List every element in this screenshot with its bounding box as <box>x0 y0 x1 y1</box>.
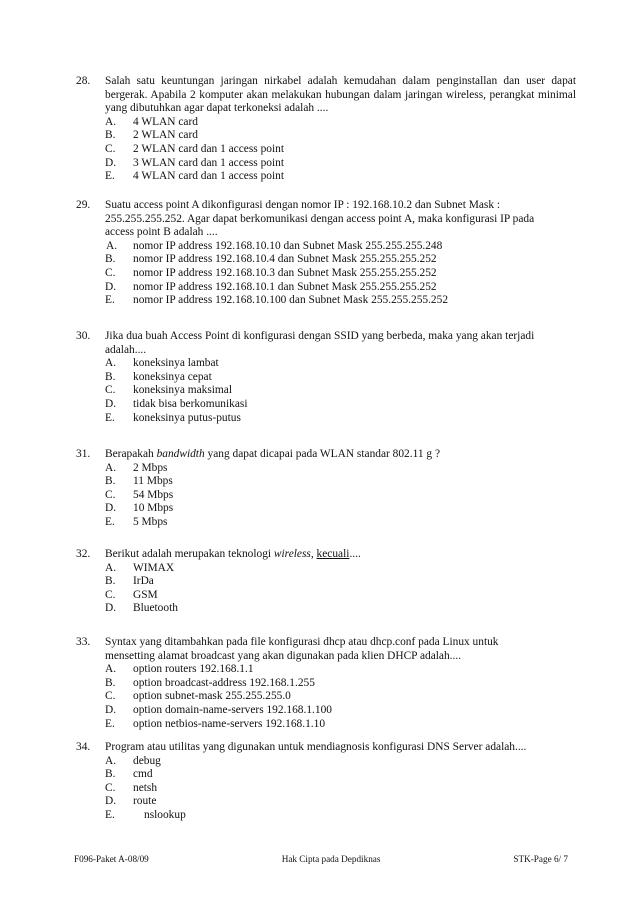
option-letter: B. <box>105 253 116 266</box>
option-d <box>105 157 576 171</box>
option-text: 10 Mbps <box>133 502 174 515</box>
stem-text: Berikut adalah merupakan teknologi <box>105 548 274 560</box>
option-text: GSM <box>133 588 158 601</box>
option-b <box>105 129 576 143</box>
option-letter: C. <box>105 142 116 155</box>
option-c <box>105 384 576 398</box>
option-text: 4 WLAN card <box>133 115 198 128</box>
question-stem: Program atau utilitas yang digunakan untuk mendiagnosis konfigurasi DNS Server adalah.... <box>105 741 527 753</box>
option-e <box>105 170 576 184</box>
option-letter: E. <box>105 170 115 183</box>
option-letter: A. <box>105 663 117 676</box>
option-text: nomor IP address 192.168.10.100 dan Subnet Mask 255.255.255.252 <box>133 294 449 307</box>
question-stem-line: Suatu access point A dikonfigurasi dengan nomor IP : 192.168.10.2 dan Subnet Mask : <box>105 199 501 211</box>
option-text: option broadcast-address 192.168.1.255 <box>133 676 315 689</box>
option-text: 2 WLAN card <box>133 129 198 142</box>
question-number: 34. <box>76 741 91 753</box>
option-text: option domain-name-servers 192.168.1.100 <box>133 703 332 716</box>
option-c <box>105 782 576 796</box>
option-e <box>105 516 576 530</box>
option-text: 2 WLAN card dan 1 access point <box>133 142 284 155</box>
question-28 <box>76 75 576 184</box>
question-stem-line: adalah.... <box>105 343 147 356</box>
option-letter: B. <box>105 475 116 488</box>
question-number: 31. <box>76 448 91 460</box>
option-c <box>105 267 576 281</box>
option-c <box>105 690 576 704</box>
option-text: option subnet-mask 255.255.255.0 <box>133 690 291 703</box>
option-text: koneksinya putus-putus <box>133 411 241 424</box>
option-letter: A. <box>105 754 117 767</box>
option-letter: B. <box>105 575 116 588</box>
option-letter: D. <box>105 156 117 169</box>
option-a <box>105 116 576 130</box>
option-text: koneksinya cepat <box>133 370 212 383</box>
question-34 <box>76 741 576 823</box>
question-number: 32. <box>76 548 91 560</box>
option-text: WIMAX <box>133 561 175 574</box>
option-c <box>105 589 576 603</box>
option-d <box>105 281 576 295</box>
option-text: nomor IP address 192.168.10.4 dan Subnet Mask 255.255.255.252 <box>133 253 437 266</box>
option-letter: A. <box>105 461 117 474</box>
option-letter: C. <box>105 588 116 601</box>
footer-copyright: Hak Cipta pada Depdiknas <box>281 854 381 864</box>
question-stem-line: 255.255.255.252. Agar dapat berkomunikasi dengan access point A, maka konfigurasi IP pada <box>105 212 535 225</box>
option-a <box>105 240 576 254</box>
option-text: 11 Mbps <box>133 475 173 488</box>
question-number: 29. <box>76 199 91 211</box>
question-stem: Salah satu keuntungan jaringan nirkabel adalah kemudahan dalam penginstallan dan user dapat bergerak. Apabila 2 komputer akan melakukan hubungan dalam jaringan wireless, perangkat minimal yang dibutuhkan agar dapat terkoneksi adalah .... <box>105 75 576 115</box>
option-letter: D. <box>105 502 117 515</box>
option-text: option routers 192.168.1.1 <box>133 663 254 676</box>
option-text: nomor IP address 192.168.10.1 dan Subnet Mask 255.255.255.252 <box>133 280 437 293</box>
option-letter: D. <box>105 703 117 716</box>
option-a <box>105 562 576 576</box>
option-text: 2 Mbps <box>133 461 168 474</box>
option-b <box>105 768 576 782</box>
option-a <box>105 357 576 371</box>
option-b <box>105 371 576 385</box>
question-stem <box>105 548 576 562</box>
option-letter: C. <box>105 488 116 501</box>
option-letter: D. <box>105 795 117 808</box>
option-e <box>105 809 576 823</box>
question-stem-line: Syntax yang ditambahkan pada file konfigurasi dhcp atau dhcp.conf pada Linux untuk <box>105 636 499 648</box>
footer-document-code: F096-Paket A-08/09 <box>74 854 149 864</box>
option-letter: E. <box>105 808 115 821</box>
option-letter: B. <box>105 370 116 383</box>
option-text: IrDa <box>133 575 154 588</box>
option-d <box>105 602 576 616</box>
option-text: koneksinya lambat <box>133 357 219 370</box>
option-letter: A. <box>106 239 118 252</box>
question-number: 30. <box>76 330 91 342</box>
option-c <box>105 143 576 157</box>
option-text: debug <box>133 754 161 767</box>
option-b <box>105 677 576 691</box>
option-e <box>105 718 576 732</box>
option-letter: E. <box>105 515 115 528</box>
option-text: 54 Mbps <box>133 488 174 501</box>
stem-text: .... <box>349 548 361 560</box>
option-d <box>105 704 576 718</box>
question-33 <box>76 636 576 731</box>
question-32 <box>76 548 576 616</box>
option-letter: D. <box>105 602 117 615</box>
option-letter: E. <box>105 411 115 424</box>
option-letter: D. <box>105 397 117 410</box>
question-29 <box>76 199 576 308</box>
option-letter: E. <box>105 294 115 307</box>
option-letter: A. <box>105 561 117 574</box>
option-text: Bluetooth <box>133 602 178 615</box>
option-letter: A. <box>105 357 117 370</box>
page-footer <box>74 854 568 864</box>
option-c <box>105 489 576 503</box>
option-letter: B. <box>105 129 116 142</box>
option-letter: C. <box>105 690 116 703</box>
option-d <box>105 398 576 412</box>
option-text: 5 Mbps <box>133 515 168 528</box>
option-text: nomor IP address 192.168.10.10 dan Subnet Mask 255.255.255.248 <box>133 239 443 252</box>
question-30 <box>76 330 576 425</box>
option-text: 4 WLAN card dan 1 access point <box>133 170 284 183</box>
option-e <box>105 412 576 426</box>
option-text: cmd <box>133 768 153 781</box>
option-letter: B. <box>105 768 116 781</box>
stem-italic-term: wireless, <box>273 548 314 560</box>
footer-page-number: STK-Page 6/ 7 <box>513 854 568 864</box>
option-letter: A. <box>105 115 117 128</box>
option-letter: B. <box>105 676 116 689</box>
option-text: nslookup <box>144 808 186 821</box>
option-e <box>105 294 576 308</box>
question-31 <box>76 448 576 530</box>
question-stem-line: access point B adalah .... <box>105 226 218 239</box>
stem-text: Berapakah <box>105 448 157 460</box>
option-text: koneksinya maksimal <box>133 384 233 397</box>
option-letter: C. <box>105 266 116 279</box>
question-number: 33. <box>76 636 91 648</box>
option-text: 3 WLAN card dan 1 access point <box>133 156 284 169</box>
option-text: nomor IP address 192.168.10.3 dan Subnet Mask 255.255.255.252 <box>133 266 437 279</box>
option-text: option netbios-name-servers 192.168.1.10 <box>133 717 326 730</box>
option-text: netsh <box>133 781 158 794</box>
question-stem <box>105 448 576 462</box>
stem-italic-term: bandwidth <box>156 448 205 460</box>
option-a <box>105 663 576 677</box>
question-number: 28. <box>76 75 91 87</box>
question-stem-line: Jika dua buah Access Point di konfigurasi dengan SSID yang berbeda, maka yang akan terjadi <box>105 330 535 342</box>
stem-text: yang dapat dicapai pada WLAN standar 802.11 g ? <box>204 448 440 460</box>
option-b <box>105 575 576 589</box>
option-letter: C. <box>105 384 116 397</box>
option-text: tidak bisa berkomunikasi <box>133 397 248 410</box>
option-b <box>105 475 576 489</box>
option-letter: D. <box>105 280 117 293</box>
option-d <box>105 795 576 809</box>
option-letter: C. <box>105 781 116 794</box>
option-b <box>105 253 576 267</box>
option-text: route <box>133 795 157 808</box>
option-a <box>105 755 576 769</box>
stem-underlined-term: kecuali <box>316 548 350 560</box>
option-a <box>105 462 576 476</box>
option-letter: E. <box>105 717 115 730</box>
option-d <box>105 502 576 516</box>
question-stem-line: mensetting alamat broadcast yang akan digunakan pada klien DHCP adalah.... <box>105 649 462 662</box>
